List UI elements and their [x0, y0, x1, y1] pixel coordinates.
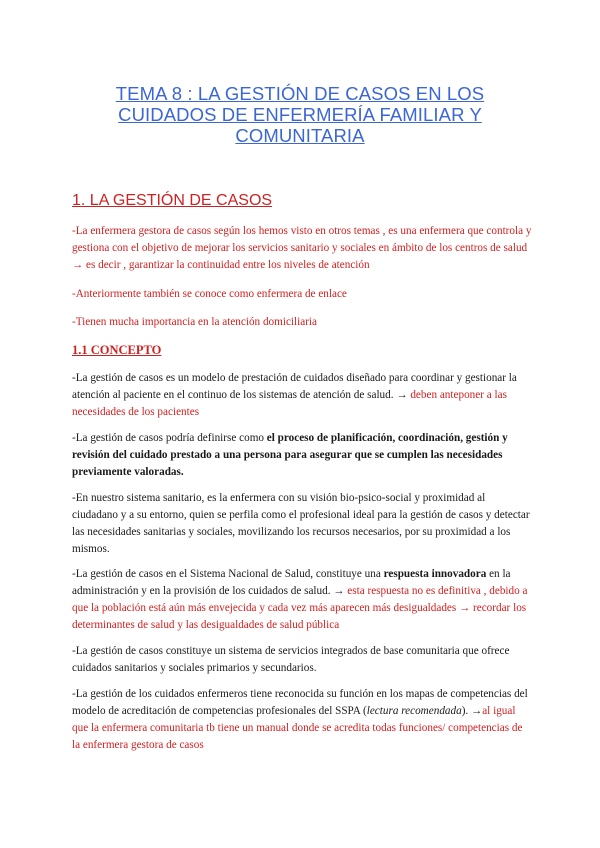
- paragraph-intro: -La enfermera gestora de casos según los hemos visto en otros temas , es una enfermera que controla y gestiona con el objetivo de mejorar los servicios sanitario y sociales en ámbito de los centros de salud → es decir , garantizar la continuidad entre los niveles de atención: [72, 225, 532, 271]
- section-heading-1: 1. LA GESTIÓN DE CASOS: [72, 192, 273, 209]
- paragraph-competencias-text-2: ). →: [461, 705, 483, 717]
- paragraph-domiciliaria: -Tienen mucha importancia en la atención domiciliaria: [72, 316, 318, 328]
- paragraph-sns-text-2: en la administración y en la provisión de los cuidados de salud. →: [72, 568, 511, 597]
- paragraph-sns-note: esta respuesta no es definitiva , debido a que la población está aún más envejecida y cada vez más aparecen más desigualdades → recordar los determinantes de salud y las desigualdades de salud pública: [72, 585, 528, 631]
- paragraph-sns-text: -La gestión de casos en el Sistema Nacional de Salud, constituye una: [72, 568, 384, 580]
- paragraph-definicion-text: -La gestión de casos podría definirse como: [72, 432, 267, 444]
- paragraph-competencias-text: -La gestión de los cuidados enfermeros tiene reconocida su función en los mapas de competencias del modelo de acreditación de competencias profesionales del SSPA (: [72, 688, 528, 717]
- paragraph-modelo: [72, 370, 532, 421]
- paragraph-definicion: [72, 430, 532, 481]
- paragraph-modelo-text: -La gestión de casos es un modelo de prestación de cuidados diseñado para coordinar y gestionar la atención al paciente en el continuo de los sistemas de atención de salud. →: [72, 372, 517, 401]
- paragraph-competencias: [72, 686, 532, 754]
- paragraph-sns-bold: respuesta innovadora: [383, 568, 487, 580]
- paragraph-competencias-italic: lectura recomendada: [366, 705, 462, 717]
- paragraph-definicion-bold: el proceso de planificación, coordinación, gestión y revisión del cuidado prestado a una persona para asegurar que se cumplen las necesidades previamente valoradas.: [72, 432, 508, 478]
- paragraph-modelo-note: deben anteponer a las necesidades de los pacientes: [72, 389, 507, 418]
- section-heading-1-1: 1.1 CONCEPTO: [72, 343, 162, 357]
- paragraph-servicios: -La gestión de casos constituye un sistema de servicios integrados de base comunitaria que ofrece cuidados sanitarios y sociales primarios y secundarios.: [72, 645, 510, 674]
- paragraph-sns: [72, 566, 532, 634]
- paragraph-competencias-note: al igual que la enfermera comunitaria tb tiene un manual donde se acredita todas funciones/ competencias de la enfermera gestora de casos: [72, 705, 523, 751]
- paragraph-sistema-sanitario: -En nuestro sistema sanitario, es la enfermera con su visión bio-psico-social y proximidad al ciudadano y a su entorno, quien se perfila como el profesional ideal para la gestión de casos y detectar las necesidades sanitarias y sociales, movilizando los recursos necesarios, por su proximidad a los mismos.: [72, 492, 530, 555]
- page-title: TEMA 8 : LA GESTIÓN DE CASOS EN LOS CUIDADOS DE ENFERMERÍA FAMILIAR Y COMUNITARIA: [115, 83, 485, 146]
- paragraph-enlace: -Anteriormente también se conoce como enfermera de enlace: [72, 288, 347, 300]
